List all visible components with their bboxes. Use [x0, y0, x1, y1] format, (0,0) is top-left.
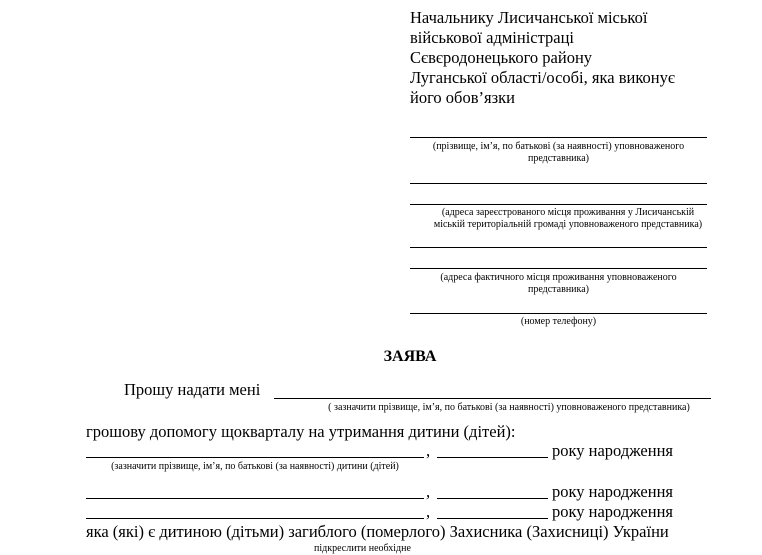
- phone-line[interactable]: [410, 313, 707, 314]
- child-1-name-line[interactable]: [86, 457, 424, 458]
- registered-address-line-2[interactable]: [410, 204, 707, 205]
- actual-address-line-1[interactable]: [410, 247, 707, 248]
- child-3-comma: ,: [426, 502, 431, 521]
- addressee-line-3: Сєвєродонецького району: [410, 48, 593, 67]
- child-2-year-line[interactable]: [437, 498, 548, 499]
- child-1-year-line[interactable]: [437, 457, 548, 458]
- representative-name-hint-2: представника): [527, 153, 589, 164]
- representative-name-hint-1: (прізвище, ім’я, по батькові (за наявності) уповноваженого: [432, 141, 685, 152]
- addressee-line-5: його обов’язки: [410, 88, 515, 107]
- addressee-line-2: військової адміністраці: [410, 28, 575, 47]
- actual-address-line-2[interactable]: [410, 268, 707, 269]
- request-prefix: Прошу надати мені: [124, 380, 261, 399]
- registered-address-hint-2: міській територіальній громаді уповноваженого представника): [433, 219, 703, 230]
- child-name-hint: (зазначити прізвище, ім’я, по батькові (за наявності) дитини (дітей): [111, 461, 399, 472]
- actual-address-hint-2: представника): [527, 284, 589, 295]
- child-3-birth-label: року народження: [552, 502, 673, 521]
- defender-statement: яка (які) є дитиною (дітьми) загиблого (померлого) Захисника (Захисниці) України: [86, 522, 669, 541]
- underline-hint: підкреслити необхідне: [314, 543, 411, 554]
- registered-address-line-1[interactable]: [410, 183, 707, 184]
- child-1-comma: ,: [426, 441, 431, 460]
- registered-address-hint-1: (адреса зареєстрованого місця проживання у Лисичанській: [441, 207, 695, 218]
- child-2-comma: ,: [426, 482, 431, 501]
- child-1-birth-label: року народження: [552, 441, 673, 460]
- actual-address-hint-1: (адреса фактичного місця проживання уповноваженого: [440, 272, 677, 283]
- document-title: ЗАЯВА: [383, 348, 437, 365]
- phone-hint: (номер телефону): [520, 316, 597, 327]
- request-name-line[interactable]: [274, 398, 711, 399]
- addressee-line-4: Луганської області/особі, яка виконує: [410, 68, 675, 87]
- addressee-line-1: Начальнику Лисичанської міської: [410, 8, 648, 27]
- child-2-name-line[interactable]: [86, 498, 424, 499]
- representative-name-line[interactable]: [410, 137, 707, 138]
- child-3-name-line[interactable]: [86, 518, 424, 519]
- child-3-year-line[interactable]: [437, 518, 548, 519]
- request-name-hint: ( зазначити прізвище, ім’я, по батькові (за наявності) уповноваженого представника): [328, 402, 690, 413]
- child-2-birth-label: року народження: [552, 482, 673, 501]
- purpose-text: грошову допомогу щокварталу на утримання дитини (дітей):: [86, 422, 516, 441]
